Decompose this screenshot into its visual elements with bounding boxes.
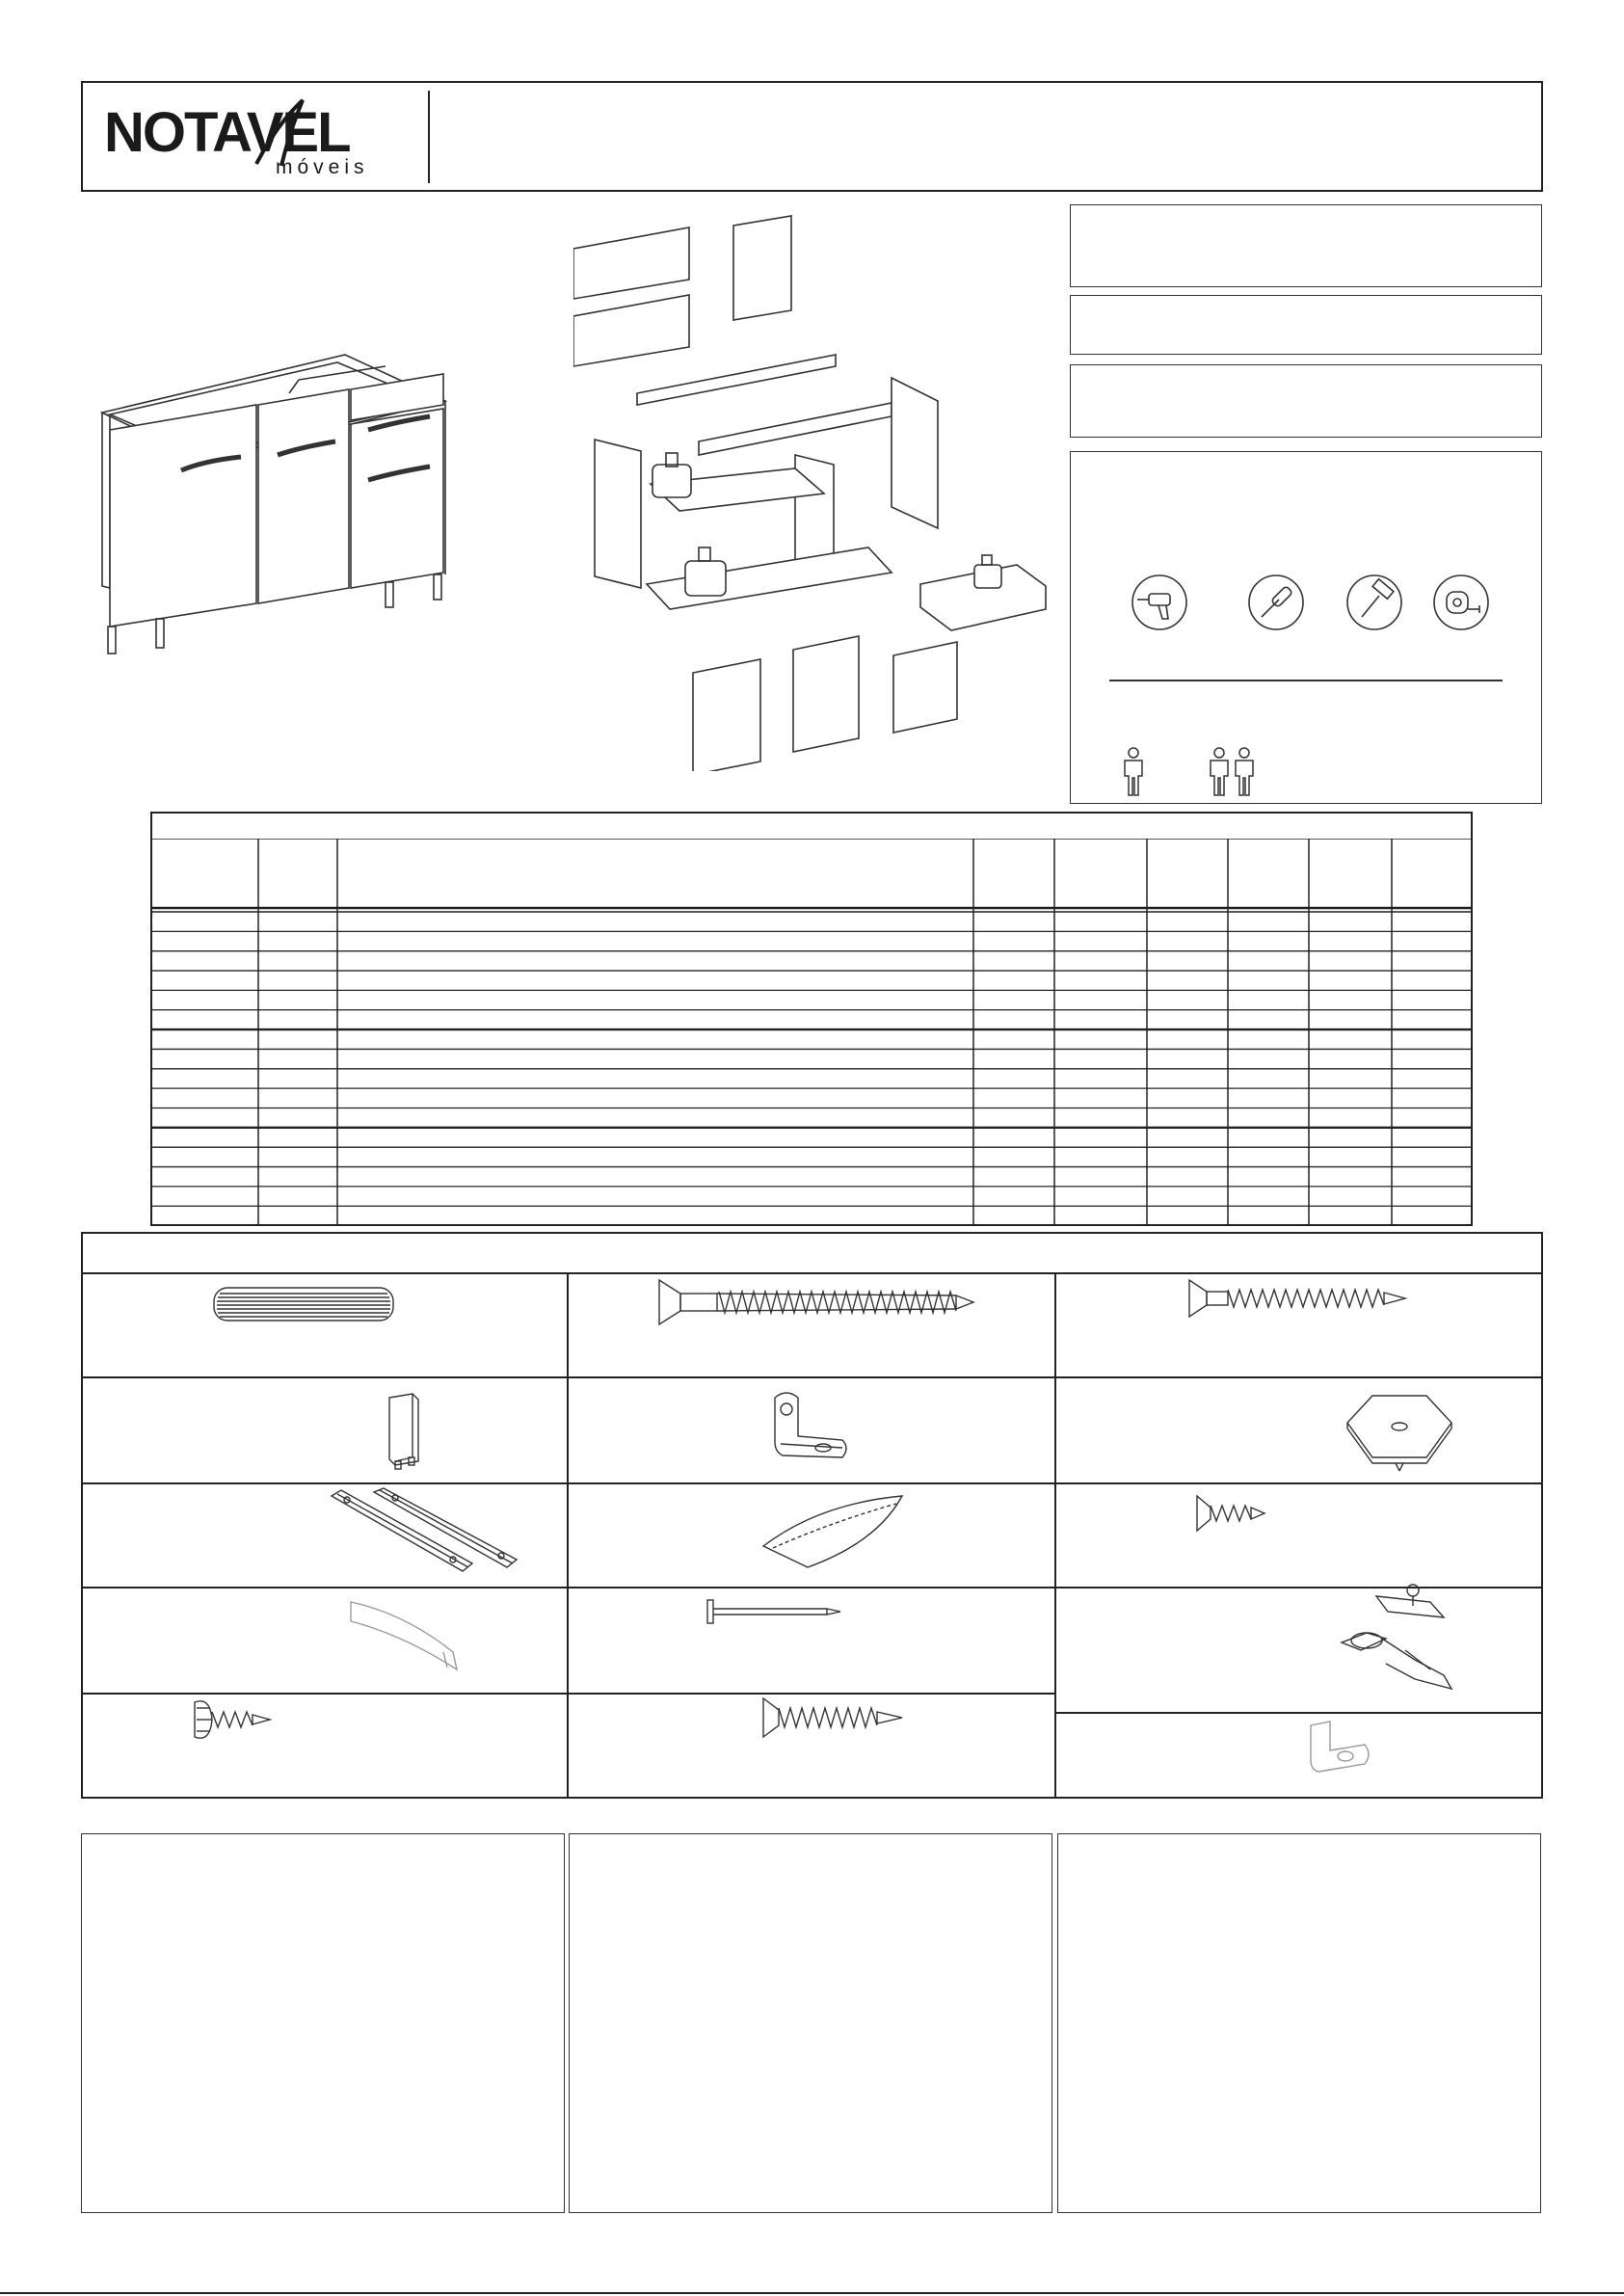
hardware-bag-1 — [652, 453, 691, 497]
wooden-dowel-icon — [212, 1284, 395, 1324]
brand-subname: móveis — [276, 156, 369, 178]
furniture-foot-icon — [384, 1390, 422, 1471]
info-box-2 — [1070, 295, 1542, 355]
notes-box-3 — [1057, 1833, 1541, 2213]
notes-box-1 — [81, 1833, 565, 2213]
screwdriver-icon — [1246, 573, 1306, 632]
bag-icon — [761, 1494, 906, 1571]
door-left — [110, 405, 256, 627]
cabinet-hinge-icon — [1338, 1583, 1463, 1700]
notes-box-1-text — [82, 1834, 564, 1857]
parts-table-grid — [150, 839, 1473, 1226]
round-head-screw-icon — [191, 1696, 278, 1745]
two-people-icon — [1206, 747, 1260, 797]
hardware-grid — [81, 1272, 1543, 1799]
assembled-cabinet-illustration — [96, 347, 453, 655]
power-drill-icon — [1130, 573, 1189, 632]
brand-name: NOTAVEL — [104, 101, 350, 164]
header-bar — [81, 81, 1543, 192]
door-center — [258, 389, 349, 603]
handle-icon — [347, 1594, 463, 1677]
info-box-3-text — [1071, 365, 1541, 385]
hammer-icon — [1344, 573, 1404, 632]
drawer-slide-icon — [328, 1486, 520, 1583]
countersunk-screw-icon — [761, 1696, 906, 1739]
foot-plate-icon — [1344, 1390, 1455, 1473]
door-right — [351, 409, 443, 588]
medium-flat-head-screw-icon — [1187, 1278, 1409, 1319]
tools-box — [1070, 451, 1542, 804]
info-box-1 — [1070, 204, 1542, 287]
hardware-bag-3 — [974, 555, 1001, 588]
notes-box-2-text — [570, 1834, 1052, 1857]
notes-box-3-text — [1058, 1834, 1540, 1857]
one-person-icon — [1119, 747, 1148, 797]
footer-rule — [0, 2292, 1624, 2294]
header-divider — [428, 91, 430, 183]
tape-measure-icon — [1431, 573, 1491, 632]
hardware-bag-2 — [685, 547, 726, 596]
info-box-1-text — [1071, 205, 1541, 225]
brand-logo — [104, 91, 413, 187]
nail-icon — [706, 1598, 842, 1627]
parts-table — [150, 839, 1473, 1226]
parts-table-outline — [150, 839, 1473, 1226]
tools-divider — [1109, 680, 1503, 681]
l-bracket-icon — [765, 1388, 852, 1469]
short-flat-head-screw-icon — [1195, 1494, 1266, 1533]
notes-box-2 — [569, 1833, 1052, 2213]
shelf-clip-icon — [1301, 1716, 1378, 1793]
info-box-2-text — [1071, 296, 1541, 315]
long-flat-head-screw-icon — [657, 1278, 975, 1326]
info-box-3 — [1070, 364, 1542, 438]
exploded-view-illustration — [573, 212, 1075, 771]
